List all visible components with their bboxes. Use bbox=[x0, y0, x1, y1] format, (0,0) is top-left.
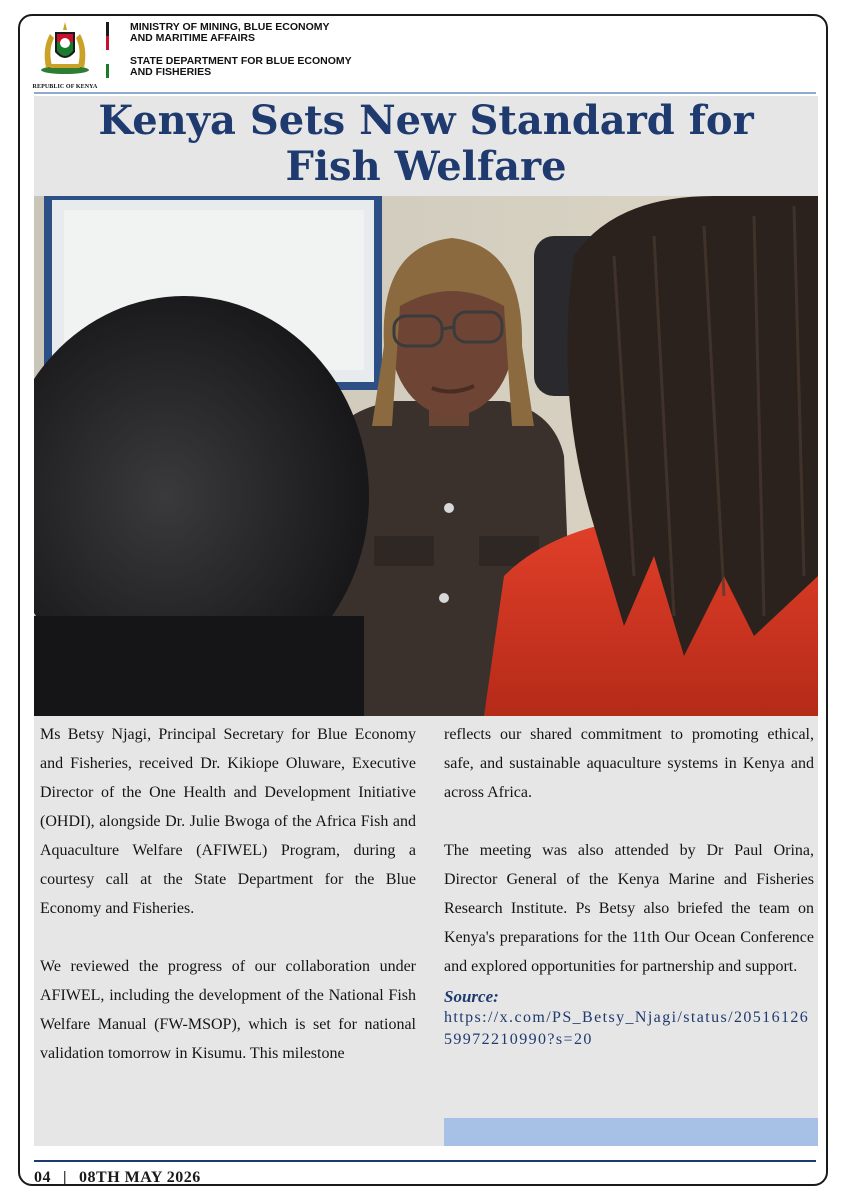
article-photo bbox=[34, 196, 818, 716]
footer bbox=[34, 1169, 201, 1187]
page-number: 04 bbox=[34, 1169, 51, 1186]
article-column-left bbox=[40, 720, 416, 1097]
header-rule bbox=[34, 92, 816, 94]
paragraph: Ms Betsy Njagi, Principal Secretary for Blue Economy and Fisheries, received Dr. Kikiope Oluware, Executive Director of the One Health and Development Initiative (OHDI), alongside Dr. Julie Bwoga of the Africa Fish and Aquaculture Welfare (AFIWEL) Program, during a courtesy call at the State Department for the Blue Economy and Fisheries. bbox=[40, 726, 416, 917]
paragraph: The meeting was also attended by Dr Paul Orina, Director General of the Kenya Marine and Fisheries Research Institute. Ps Betsy also briefed the team on Kenya's preparations for the 11th Our Ocean Conference and explored opportunities for partnership and support. bbox=[444, 842, 814, 975]
accent-strip bbox=[444, 1118, 818, 1146]
issue-date: 08TH MAY 2026 bbox=[79, 1169, 201, 1186]
footer-separator: | bbox=[63, 1169, 68, 1186]
source-link[interactable]: https://x.com/PS_Betsy_Njagi/status/2051612659972210990?s=20 bbox=[444, 1009, 810, 1048]
masthead bbox=[30, 18, 820, 94]
flag-color-bar bbox=[106, 22, 109, 78]
coat-caption: REPUBLIC OF KENYA bbox=[32, 84, 98, 90]
article-title: Kenya Sets New Standard for Fish Welfare bbox=[98, 97, 754, 190]
footer-rule bbox=[34, 1160, 816, 1162]
ministry-name: MINISTRY OF MINING, BLUE ECONOMY AND MARITIME AFFAIRS bbox=[130, 21, 330, 44]
paragraph: reflects our shared commitment to promoting ethical, safe, and sustainable aquaculture systems in Kenya and across Africa. bbox=[444, 726, 814, 801]
title-band bbox=[34, 96, 818, 196]
article-column-right bbox=[444, 720, 814, 1051]
state-department-name: STATE DEPARTMENT FOR BLUE ECONOMY AND FISHERIES bbox=[130, 55, 352, 78]
source-label: Source: bbox=[444, 987, 499, 1006]
coat-of-arms-icon bbox=[36, 18, 94, 76]
meeting-photo-illustration bbox=[34, 196, 818, 716]
paragraph: We reviewed the progress of our collaboration under AFIWEL, including the development of the National Fish Welfare Manual (FW-MSOP), which is set for national validation tomorrow in Kisumu. This milestone bbox=[40, 958, 416, 1062]
